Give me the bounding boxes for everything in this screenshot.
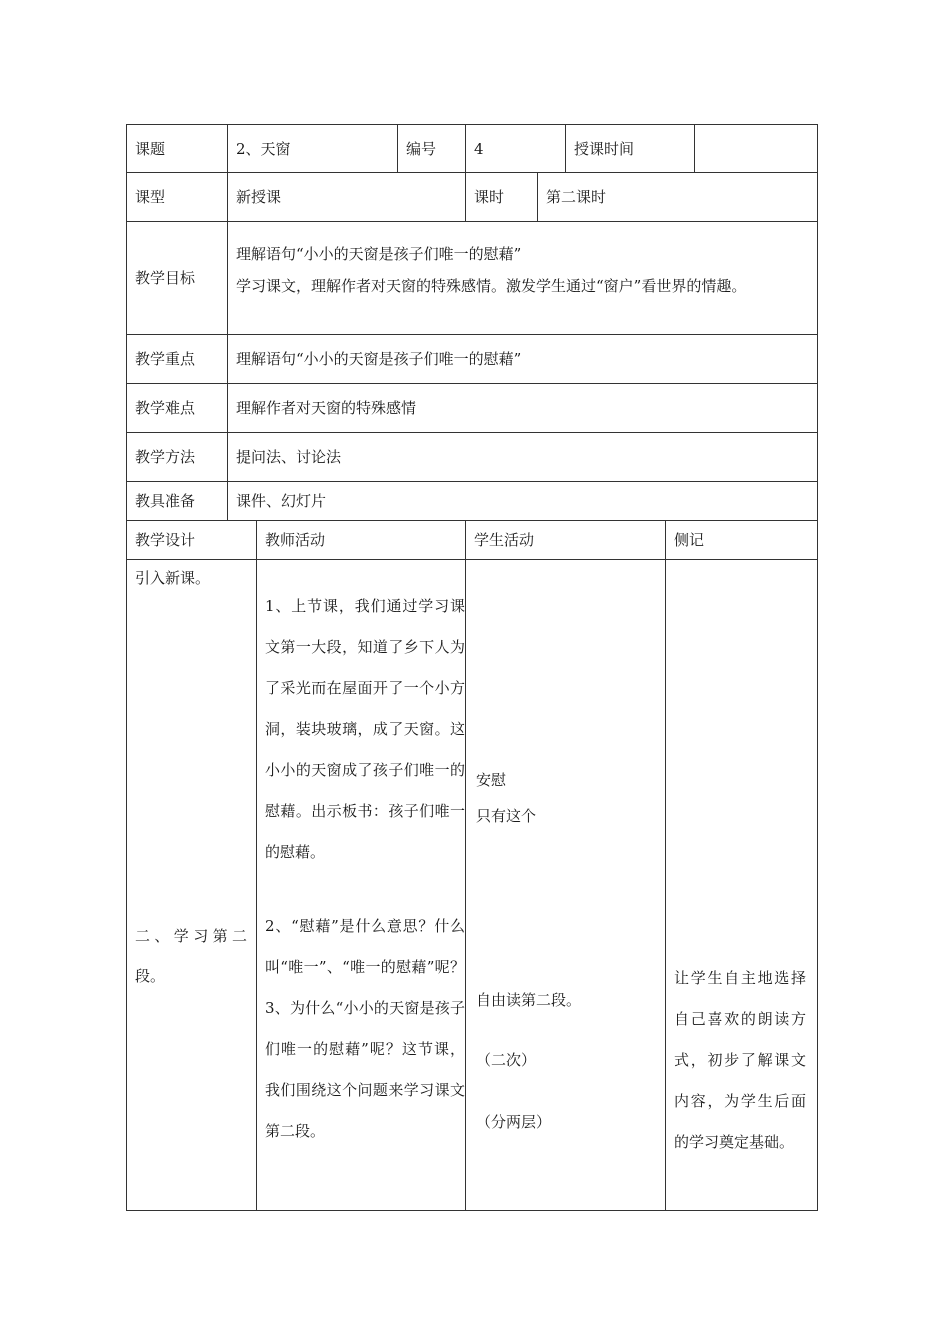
focus-label: 教学重点 bbox=[127, 335, 228, 384]
method-label: 教学方法 bbox=[127, 433, 228, 482]
method-value: 提问法、讨论法 bbox=[228, 433, 818, 482]
teacher-activity-2: 2、“慰藉”是什么意思？什么叫“唯一”、“唯一的慰藉”呢？3、为什么“小小的天窗是孩子们唯一的慰藉”呢？这节课，我们围绕这个问题来学习课文第二段。 bbox=[265, 917, 465, 1140]
goal-label: 教学目标 bbox=[127, 222, 228, 335]
difficulty-label: 教学难点 bbox=[127, 384, 228, 433]
student-activity-2: 只有这个 bbox=[476, 807, 537, 825]
student-activity-5: （分两层） bbox=[476, 1113, 552, 1131]
number-label: 编号 bbox=[398, 125, 466, 173]
row-topic bbox=[127, 125, 818, 173]
tools-value: 课件、幻灯片 bbox=[228, 482, 818, 521]
teacher-activity-1: 1、上节课，我们通过学习课文第一大段，知道了乡下人为了采光而在屋面开了一个小方洞，装块玻璃，成了天窗。这小小的天窗成了孩子们唯一的慰藉。出示板书：孩子们唯一的慰藉。 bbox=[265, 597, 465, 861]
time-value bbox=[695, 125, 818, 173]
design-column bbox=[127, 560, 257, 1211]
student-activity-4: （二次） bbox=[476, 1051, 537, 1069]
goal-value bbox=[228, 222, 818, 335]
type-label: 课型 bbox=[127, 173, 228, 222]
number-value: 4 bbox=[466, 125, 566, 173]
design-header: 教学设计 bbox=[127, 521, 257, 560]
difficulty-value: 理解作者对天窗的特殊感情 bbox=[228, 384, 818, 433]
row-method bbox=[127, 433, 818, 482]
student-activity-1: 安慰 bbox=[476, 771, 507, 789]
topic-label: 课题 bbox=[127, 125, 228, 173]
student-header: 学生活动 bbox=[466, 521, 666, 560]
topic-value: 2、天窗 bbox=[228, 125, 398, 173]
student-activity-3: 自由读第二段。 bbox=[476, 991, 582, 1009]
type-value: 新授课 bbox=[228, 173, 466, 222]
focus-value: 理解语句“小小的天窗是孩子们唯一的慰藉” bbox=[228, 335, 818, 384]
design-section-2: 二、学习第二段。 bbox=[135, 927, 247, 985]
period-label: 课时 bbox=[466, 173, 538, 222]
row-difficulty bbox=[127, 384, 818, 433]
time-label: 授课时间 bbox=[566, 125, 695, 173]
teacher-column bbox=[257, 560, 466, 1211]
teacher-header: 教师活动 bbox=[257, 521, 466, 560]
row-focus bbox=[127, 335, 818, 384]
row-design-body bbox=[127, 560, 818, 1211]
goal-line-2: 学习课文，理解作者对天窗的特殊感情。激发学生通过“窗户”看世界的情趣。 bbox=[236, 277, 747, 295]
lesson-plan-table bbox=[126, 124, 818, 1211]
note-header: 侧记 bbox=[666, 521, 818, 560]
row-design-headers bbox=[127, 521, 818, 560]
row-goal bbox=[127, 222, 818, 335]
student-column bbox=[466, 560, 666, 1211]
row-tools bbox=[127, 482, 818, 521]
row-type bbox=[127, 173, 818, 222]
note-column bbox=[666, 560, 818, 1211]
tools-label: 教具准备 bbox=[127, 482, 228, 521]
side-note: 让学生自主地选择自己喜欢的朗读方式，初步了解课文内容，为学生后面的学习奠定基础。 bbox=[674, 969, 807, 1151]
period-value: 第二课时 bbox=[538, 173, 818, 222]
goal-line-1: 理解语句“小小的天窗是孩子们唯一的慰藉” bbox=[236, 245, 522, 263]
design-intro: 引入新课。 bbox=[135, 569, 211, 587]
